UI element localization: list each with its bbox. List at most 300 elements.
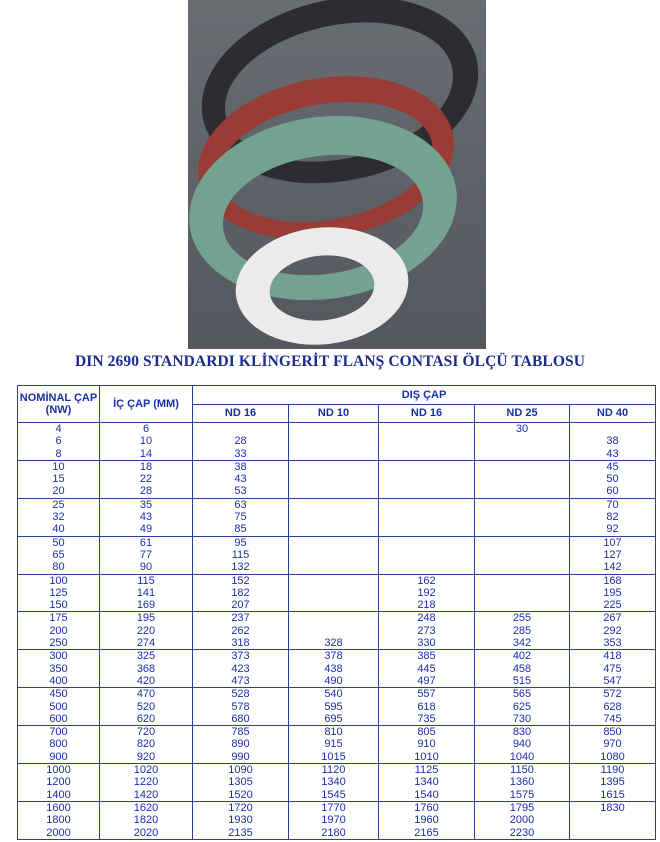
cell-value: [475, 435, 569, 447]
cell-value: 127: [603, 548, 622, 561]
cell-value: [289, 587, 378, 599]
cell-value: 2180: [321, 826, 346, 839]
cell-nd16-a: [193, 612, 289, 650]
cell-value: 152: [231, 574, 250, 587]
cell-value: 70: [606, 498, 619, 511]
cell-nominal: [18, 726, 100, 764]
cell-value: [289, 473, 378, 485]
cell-value: 1000: [46, 764, 71, 777]
cell-value: 1800: [46, 814, 71, 827]
cell-nd16-a: [193, 801, 289, 839]
cell-value: 565: [512, 688, 532, 701]
cell-value: 35: [139, 498, 153, 511]
cell-value: 274: [136, 637, 156, 650]
cell-value: 520: [136, 700, 156, 713]
cell-value: 20: [52, 485, 65, 498]
cell-value: 25: [52, 498, 65, 511]
cell-value: 85: [234, 523, 247, 536]
cell-value: 182: [231, 586, 250, 599]
table-row: [18, 801, 656, 839]
cell-nd40: [570, 764, 656, 802]
cell-nd25: [475, 536, 570, 574]
cell-value: 95: [234, 536, 247, 549]
cell-value: 900: [49, 750, 68, 763]
cell-value: 141: [136, 586, 156, 599]
cell-value: 162: [417, 574, 436, 587]
cell-value: [193, 423, 288, 435]
cell-nd16-a: [193, 498, 289, 536]
cell-value: 195: [136, 612, 156, 625]
cell-value: 400: [49, 674, 68, 687]
cell-value: 1220: [133, 776, 159, 789]
cell-value: 820: [136, 738, 156, 751]
cell-value: 805: [417, 726, 436, 739]
cell-value: [475, 511, 569, 523]
cell-value: 1830: [600, 801, 625, 814]
cell-value: [570, 814, 655, 826]
cell-value: 990: [231, 750, 250, 763]
cell-nominal: [18, 498, 100, 536]
cell-inner: [100, 460, 193, 498]
table-row: [18, 650, 656, 688]
cell-nd40: [570, 801, 656, 839]
cell-value: 77: [139, 548, 153, 561]
table-row: [18, 764, 656, 802]
cell-value: 700: [49, 726, 68, 739]
cell-value: 1040: [509, 750, 535, 763]
cell-nd10: [289, 423, 379, 461]
cell-value: 1020: [133, 764, 159, 777]
cell-value: 1340: [321, 776, 346, 789]
cell-value: 618: [417, 700, 436, 713]
gasket-rings-photo: [188, 0, 486, 349]
cell-value: 28: [139, 485, 153, 498]
cell-nd16-b: [379, 688, 475, 726]
cell-value: [289, 549, 378, 561]
cell-nd16-a: [193, 460, 289, 498]
cell-nominal: [18, 612, 100, 650]
cell-value: 890: [231, 738, 250, 751]
page-title: DIN 2690 STANDARDI KLİNGERİT FLANŞ CONTASI ÖLÇÜ TABLOSU: [74, 353, 586, 370]
cell-inner: [100, 764, 193, 802]
cell-value: [379, 561, 474, 573]
table-row: [18, 612, 656, 650]
cell-value: [289, 575, 378, 587]
cell-value: [379, 461, 474, 473]
cell-value: 910: [417, 738, 436, 751]
header-nd16-b: ND 16: [379, 404, 475, 423]
cell-value: [475, 537, 569, 549]
cell-nd16-b: [379, 423, 475, 461]
cell-value: 342: [512, 637, 532, 650]
header-nominal-diameter: NOMİNAL ÇAP (NW): [18, 386, 100, 423]
cell-value: 22: [139, 473, 153, 486]
cell-value: 18: [139, 460, 153, 473]
cell-value: 45: [606, 460, 619, 473]
cell-value: 1770: [321, 801, 346, 814]
cell-value: 6: [142, 423, 150, 435]
cell-value: 1090: [228, 764, 253, 777]
cell-inner: [100, 801, 193, 839]
cell-value: 578: [231, 700, 250, 713]
cell-value: 528: [231, 688, 250, 701]
cell-value: 292: [603, 624, 622, 637]
table-row: [18, 688, 656, 726]
cell-value: 38: [606, 435, 619, 448]
cell-nd16-b: [379, 650, 475, 688]
cell-nd10: [289, 498, 379, 536]
table-row: [18, 536, 656, 574]
cell-value: 1150: [510, 764, 534, 777]
cell-value: 32: [52, 511, 65, 524]
cell-value: 49: [139, 523, 153, 536]
cell-value: [289, 448, 378, 460]
cell-nd25: [475, 764, 570, 802]
cell-value: [289, 511, 378, 523]
cell-value: 473: [231, 674, 250, 687]
cell-value: 43: [606, 447, 619, 460]
cell-value: 60: [606, 485, 619, 498]
cell-value: 125: [49, 586, 68, 599]
cell-nd10: [289, 688, 379, 726]
cell-value: 418: [603, 650, 622, 663]
cell-value: 350: [49, 662, 68, 675]
cell-value: 38: [234, 460, 247, 473]
cell-value: 225: [603, 599, 622, 612]
cell-inner: [100, 498, 193, 536]
cell-value: [379, 473, 474, 485]
cell-nominal: [18, 688, 100, 726]
cell-value: 470: [136, 688, 156, 701]
cell-value: 14: [139, 447, 153, 460]
cell-value: 175: [49, 612, 68, 625]
cell-value: 10: [52, 460, 65, 473]
cell-inner: [100, 574, 193, 612]
table-row: [18, 423, 656, 461]
cell-value: [475, 561, 569, 573]
cell-nominal: [18, 764, 100, 802]
cell-value: 1400: [46, 788, 71, 801]
cell-value: 830: [512, 726, 532, 739]
cell-value: 695: [324, 712, 343, 725]
cell-value: [289, 561, 378, 573]
cell-value: 2020: [133, 826, 159, 839]
cell-value: 65: [52, 548, 65, 561]
cell-value: 1125: [414, 764, 439, 777]
cell-value: [475, 549, 569, 561]
header-nd25: ND 25: [475, 404, 570, 423]
cell-value: [289, 612, 378, 624]
cell-value: 1120: [321, 764, 346, 777]
cell-value: [475, 485, 569, 497]
cell-value: 730: [512, 712, 532, 725]
cell-nd16-b: [379, 764, 475, 802]
cell-value: [379, 435, 474, 447]
cell-nd16-b: [379, 498, 475, 536]
cell-value: 220: [136, 624, 156, 637]
cell-value: 1340: [414, 776, 439, 789]
cell-nominal: [18, 574, 100, 612]
cell-value: 1395: [600, 776, 625, 789]
cell-value: 40: [52, 523, 65, 536]
cell-value: 255: [512, 612, 532, 625]
cell-value: 192: [417, 586, 436, 599]
cell-value: 4: [55, 423, 62, 435]
cell-nd25: [475, 423, 570, 461]
cell-value: 625: [512, 700, 532, 713]
cell-nominal: [18, 460, 100, 498]
cell-value: 438: [324, 662, 343, 675]
cell-value: 30: [515, 423, 529, 435]
cell-value: [289, 485, 378, 497]
cell-value: 1200: [46, 776, 71, 789]
cell-nd40: [570, 650, 656, 688]
cell-value: [289, 599, 378, 611]
cell-value: 169: [136, 599, 156, 612]
cell-nd40: [570, 612, 656, 650]
cell-nd16-a: [193, 536, 289, 574]
cell-value: 800: [49, 738, 68, 751]
cell-value: 450: [49, 688, 68, 701]
cell-nd16-b: [379, 574, 475, 612]
cell-value: 325: [136, 650, 156, 663]
gasket-dimension-table: [17, 385, 656, 840]
cell-value: 1820: [133, 814, 159, 827]
cell-value: [475, 461, 569, 473]
cell-value: 237: [231, 612, 250, 625]
cell-value: 1190: [600, 764, 625, 777]
cell-value: [379, 499, 474, 511]
cell-value: 15: [52, 473, 65, 486]
cell-nd40: [570, 460, 656, 498]
cell-value: [379, 485, 474, 497]
cell-value: 557: [417, 688, 436, 701]
cell-value: 1930: [228, 814, 253, 827]
cell-value: 82: [606, 511, 619, 524]
cell-nd10: [289, 612, 379, 650]
cell-nd16-a: [193, 726, 289, 764]
cell-value: 1620: [133, 801, 159, 814]
cell-value: 318: [231, 637, 250, 650]
gasket-rings-illustration: [188, 0, 486, 349]
cell-value: 28: [234, 435, 247, 448]
cell-value: 445: [417, 662, 436, 675]
cell-value: [379, 537, 474, 549]
cell-nd40: [570, 536, 656, 574]
cell-value: 8: [55, 447, 62, 460]
cell-nd25: [475, 688, 570, 726]
cell-value: 810: [324, 726, 343, 739]
cell-value: 1795: [509, 801, 535, 814]
cell-nd25: [475, 498, 570, 536]
cell-value: [379, 423, 474, 435]
header-nd40: ND 40: [570, 404, 656, 423]
cell-value: 1305: [228, 776, 253, 789]
cell-value: 6: [55, 435, 62, 448]
cell-value: 168: [603, 574, 622, 587]
cell-nd25: [475, 460, 570, 498]
cell-nd10: [289, 726, 379, 764]
cell-value: 43: [234, 473, 247, 486]
cell-value: 735: [417, 712, 436, 725]
cell-value: 745: [603, 712, 622, 725]
cell-nd40: [570, 688, 656, 726]
cell-value: 572: [603, 688, 622, 701]
cell-value: [289, 423, 378, 435]
cell-value: 595: [324, 700, 343, 713]
cell-value: 248: [417, 612, 436, 625]
cell-value: [289, 523, 378, 535]
cell-value: 1760: [414, 801, 439, 814]
cell-nd16-a: [193, 423, 289, 461]
cell-nd25: [475, 650, 570, 688]
cell-value: 2000: [509, 814, 535, 827]
cell-value: 267: [603, 612, 622, 625]
cell-value: 970: [603, 738, 622, 751]
cell-value: 680: [231, 712, 250, 725]
cell-value: 100: [49, 574, 68, 587]
cell-value: 547: [603, 674, 622, 687]
cell-nd16-a: [193, 688, 289, 726]
cell-value: 373: [231, 650, 250, 663]
cell-nd40: [570, 423, 656, 461]
cell-value: [289, 537, 378, 549]
cell-value: [379, 448, 474, 460]
cell-value: 200: [49, 624, 68, 637]
header-nd16-a: ND 16: [193, 404, 289, 423]
cell-value: [289, 499, 378, 511]
cell-nominal: [18, 536, 100, 574]
cell-nd25: [475, 574, 570, 612]
cell-value: 2135: [228, 826, 253, 839]
cell-value: 1960: [414, 814, 439, 827]
cell-nd40: [570, 574, 656, 612]
cell-value: 132: [231, 561, 250, 574]
cell-value: 1520: [228, 788, 253, 801]
cell-value: 628: [603, 700, 622, 713]
cell-value: 1015: [321, 750, 346, 763]
cell-value: [379, 511, 474, 523]
cell-value: 107: [603, 536, 622, 549]
cell-value: [379, 549, 474, 561]
cell-value: [475, 587, 569, 599]
cell-nd10: [289, 460, 379, 498]
cell-value: 940: [512, 738, 532, 751]
cell-value: 920: [136, 750, 156, 763]
cell-value: 33: [234, 447, 247, 460]
cell-value: 1600: [46, 801, 71, 814]
cell-nd10: [289, 536, 379, 574]
cell-value: 785: [231, 726, 250, 739]
cell-nd16-a: [193, 764, 289, 802]
cell-value: 53: [234, 485, 247, 498]
cell-nd16-b: [379, 612, 475, 650]
cell-nominal: [18, 801, 100, 839]
cell-value: 378: [324, 650, 343, 663]
cell-value: 2165: [414, 826, 439, 839]
cell-value: 142: [603, 561, 622, 574]
cell-value: 61: [139, 536, 153, 549]
cell-value: [570, 423, 655, 435]
cell-value: 92: [606, 523, 619, 536]
cell-nd10: [289, 650, 379, 688]
cell-value: 115: [231, 548, 250, 561]
cell-nominal: [18, 650, 100, 688]
cell-nd40: [570, 726, 656, 764]
cell-value: 115: [137, 574, 155, 587]
cell-value: 150: [49, 599, 68, 612]
table-row: [18, 460, 656, 498]
cell-value: 1970: [321, 814, 346, 827]
cell-value: 368: [136, 662, 156, 675]
cell-inner: [100, 688, 193, 726]
cell-inner: [100, 423, 193, 461]
cell-value: 1080: [600, 750, 625, 763]
cell-value: 328: [324, 637, 343, 650]
cell-nd10: [289, 801, 379, 839]
cell-value: 1615: [600, 788, 625, 801]
cell-nd16-a: [193, 574, 289, 612]
cell-nd25: [475, 801, 570, 839]
cell-value: 1010: [414, 750, 439, 763]
cell-value: 2230: [509, 826, 535, 839]
cell-value: 1575: [509, 788, 535, 801]
cell-nd16-b: [379, 536, 475, 574]
cell-nd10: [289, 574, 379, 612]
cell-inner: [100, 536, 193, 574]
cell-nd16-a: [193, 650, 289, 688]
cell-value: 475: [603, 662, 622, 675]
table-row: [18, 574, 656, 612]
cell-value: 720: [136, 726, 156, 739]
cell-nd25: [475, 612, 570, 650]
cell-value: 915: [324, 738, 343, 751]
cell-value: 273: [417, 624, 436, 637]
cell-nd10: [289, 764, 379, 802]
cell-inner: [100, 726, 193, 764]
cell-nd16-b: [379, 801, 475, 839]
cell-nd25: [475, 726, 570, 764]
cell-nominal: [18, 423, 100, 461]
cell-value: 285: [512, 624, 532, 637]
cell-value: 50: [52, 536, 65, 549]
cell-value: 218: [417, 599, 436, 612]
cell-value: 1720: [228, 801, 253, 814]
table-row: [18, 726, 656, 764]
cell-value: 2000: [46, 826, 71, 839]
cell-value: [289, 461, 378, 473]
cell-inner: [100, 650, 193, 688]
cell-value: [475, 523, 569, 535]
cell-value: 620: [136, 712, 156, 725]
cell-value: [475, 599, 569, 611]
cell-value: 600: [49, 712, 68, 725]
cell-value: 63: [234, 498, 247, 511]
cell-value: 262: [231, 624, 250, 637]
cell-value: 300: [49, 650, 68, 663]
header-inner-diameter: İÇ ÇAP (MM): [100, 386, 193, 423]
cell-value: 195: [603, 586, 622, 599]
cell-nd16-b: [379, 460, 475, 498]
cell-value: 75: [234, 511, 247, 524]
cell-value: [379, 523, 474, 535]
cell-value: [475, 499, 569, 511]
cell-value: 385: [417, 650, 436, 663]
header-outer-diameter: DIŞ ÇAP: [193, 386, 656, 405]
cell-value: 353: [603, 637, 622, 650]
cell-value: 330: [417, 637, 436, 650]
cell-value: 90: [139, 561, 153, 574]
